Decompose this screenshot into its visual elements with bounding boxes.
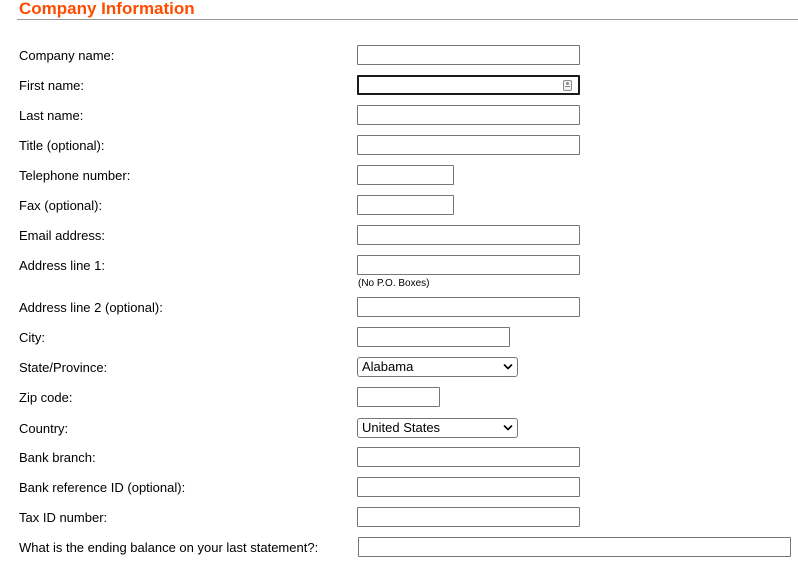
row-company-name [0, 45, 798, 67]
row-bank-branch [0, 447, 798, 469]
section-divider [17, 19, 798, 20]
state-label: State/Province: [19, 360, 108, 375]
title-label: Title (optional): [19, 138, 105, 153]
address1-input[interactable] [357, 255, 580, 275]
row-country [0, 418, 798, 440]
bank-branch-label: Bank branch: [19, 450, 96, 465]
section-title: Company Information [19, 0, 195, 18]
tax-id-label: Tax ID number: [19, 510, 108, 525]
address1-hint: (No P.O. Boxes) [358, 278, 430, 289]
company-name-input[interactable] [357, 45, 580, 65]
first-name-input[interactable] [357, 75, 580, 95]
row-address2 [0, 297, 798, 319]
ending-balance-label: What is the ending balance on your last statement?: [19, 540, 319, 555]
address2-input[interactable] [357, 297, 580, 317]
row-telephone [0, 165, 798, 187]
row-address1 [0, 255, 798, 289]
bank-reference-id-label: Bank reference ID (optional): [19, 480, 186, 495]
zip-label: Zip code: [19, 390, 73, 405]
fax-label: Fax (optional): [19, 198, 103, 213]
row-fax [0, 195, 798, 217]
address1-label: Address line 1: [19, 258, 105, 273]
first-name-label: First name: [19, 78, 85, 93]
state-select[interactable] [357, 357, 518, 377]
row-last-name [0, 105, 798, 127]
last-name-input[interactable] [357, 105, 580, 125]
fax-input[interactable] [357, 195, 454, 215]
city-input[interactable] [357, 327, 510, 347]
chevron-down-icon [503, 422, 513, 434]
ending-balance-input[interactable] [358, 537, 791, 557]
row-title [0, 135, 798, 157]
row-state [0, 357, 798, 379]
tax-id-input[interactable] [357, 507, 580, 527]
bank-reference-id-input[interactable] [357, 477, 580, 497]
row-city [0, 327, 798, 349]
email-input[interactable] [357, 225, 580, 245]
country-label: Country: [19, 421, 69, 436]
country-selected-value: United States [362, 420, 441, 435]
city-label: City: [19, 330, 45, 345]
row-email [0, 225, 798, 247]
contact-card-icon[interactable] [563, 80, 572, 91]
email-label: Email address: [19, 228, 105, 243]
chevron-down-icon [503, 361, 513, 373]
company-name-label: Company name: [19, 48, 115, 63]
title-input[interactable] [357, 135, 580, 155]
row-tax-id [0, 507, 798, 529]
zip-input[interactable] [357, 387, 440, 407]
row-ending-balance [0, 537, 798, 559]
row-first-name [0, 75, 798, 97]
last-name-label: Last name: [19, 108, 84, 123]
telephone-label: Telephone number: [19, 168, 131, 183]
bank-branch-input[interactable] [357, 447, 580, 467]
country-select[interactable] [357, 418, 518, 438]
row-bank-reference-id [0, 477, 798, 499]
row-zip [0, 387, 798, 409]
address2-label: Address line 2 (optional): [19, 300, 163, 315]
telephone-input[interactable] [357, 165, 454, 185]
state-selected-value: Alabama [362, 359, 414, 374]
